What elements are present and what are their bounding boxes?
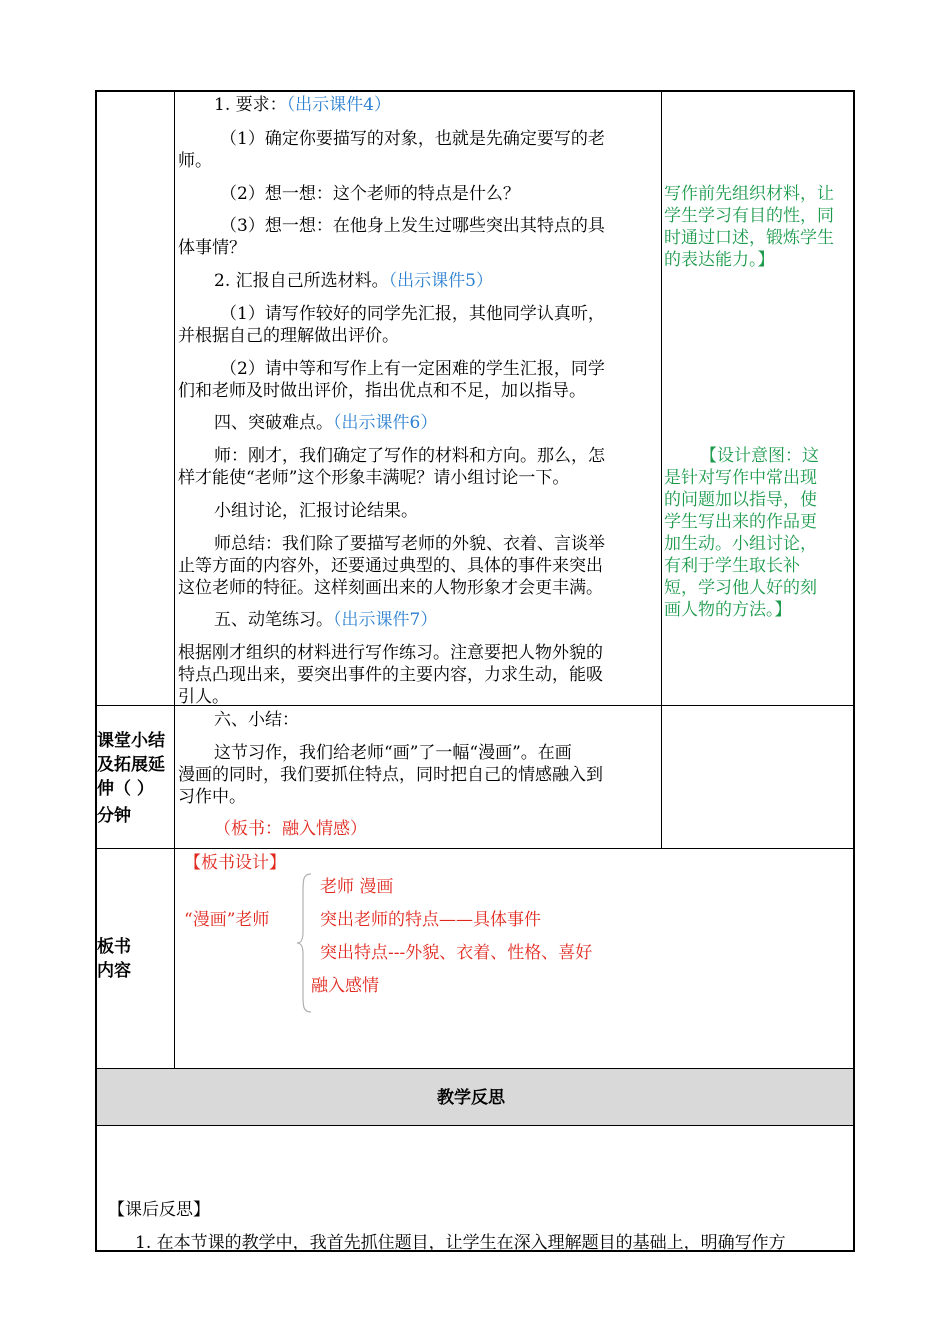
report-heading: 2. 汇报自己所选材料。（出示课件5）: [214, 271, 493, 291]
table-border-left: [95, 90, 97, 1252]
board-branch-4: 融入感情: [311, 976, 379, 996]
row-divider-reflection-header: [95, 1068, 855, 1069]
courseware-link-6: （出示课件6）: [333, 413, 438, 433]
report-item-2-cont: 们和老师及时做出评价，指出优点和不足，加以指导。: [178, 381, 586, 401]
teacher-summary-cont-1: 止等方面的内容外，还要通过典型的、具体的事件来突出: [178, 556, 603, 576]
practice-instructions-cont-1: 特点凸现出来，要突出事件的主要内容，力求生动，能吸: [178, 665, 603, 685]
board-label: 板书: [97, 937, 131, 957]
wrapup-text: 这节习作，我们给老师“画”了一幅“漫画”。在画: [214, 743, 572, 763]
design-note-2: 【设计意图：这: [700, 446, 819, 466]
wrapup-heading: 六、小结：: [214, 710, 299, 730]
teacher-prompt-cont: 样才能使“老师”这个形象丰满呢？请小组讨论一下。: [178, 468, 570, 488]
requirement-item-3-cont: 体事情？: [178, 238, 246, 258]
reflection-line-1: 1. 在本节课的教学中，我首先抓住题目，让学生在深入理解题目的基础上，明确写作方: [135, 1233, 786, 1253]
design-note-1-cont-2: 时通过口述，锻炼学生: [664, 228, 834, 248]
section-4-heading: 四、突破难点。（出示课件6）: [214, 413, 438, 433]
courseware-link-5: （出示课件5）: [388, 271, 493, 291]
row-divider-reflection-body: [95, 1125, 855, 1126]
practice-instructions-cont-2: 引人。: [178, 687, 229, 707]
wrapup-label: 课堂小结: [97, 731, 165, 751]
wrapup-label-cont-3: 分钟: [97, 806, 131, 826]
design-note-2-cont-1: 是针对写作中常出现: [664, 468, 817, 488]
column-divider-notes: [661, 91, 662, 848]
requirement-item-1: （1）确定你要描写的对象，也就是先确定要写的老: [220, 129, 605, 149]
group-discussion: 小组讨论，汇报讨论结果。: [214, 501, 418, 521]
board-label-cont: 内容: [97, 961, 131, 981]
table-border-right: [853, 90, 855, 1252]
report-item-1-cont: 并根据自己的理解做出评价。: [178, 326, 399, 346]
teacher-prompt: 师：刚才，我们确定了写作的材料和方向。那么，怎: [214, 446, 605, 466]
reflection-title: 【课后反思】: [108, 1200, 210, 1220]
column-divider-label: [174, 91, 175, 1068]
requirement-heading: 1. 要求：（出示课件4）: [214, 95, 391, 115]
courseware-link-7: （出示课件7）: [333, 610, 438, 630]
board-main-topic: “漫画”老师: [184, 910, 270, 930]
board-branch-2: 突出老师的特点——具体事件: [320, 910, 541, 930]
report-item-2: （2）请中等和写作上有一定困难的学生汇报，同学: [220, 359, 605, 379]
board-branch-1: 老师 漫画: [320, 877, 394, 897]
reflection-header: 教学反思: [437, 1088, 505, 1108]
section-5-heading: 五、动笔练习。（出示课件7）: [214, 610, 438, 630]
wrapup-label-cont-1: 及拓展延: [97, 755, 165, 775]
design-note-2-cont-7: 画人物的方法。】: [664, 600, 792, 620]
requirement-item-3: （3）想一想：在他身上发生过哪些突出其特点的具: [220, 216, 605, 236]
design-note-2-cont-6: 短，学习他人好的刻: [664, 578, 817, 598]
design-note-1-cont-1: 学生学习有目的性，同: [664, 206, 834, 226]
requirement-item-2: （2）想一想：这个老师的特点是什么？: [220, 184, 520, 204]
wrapup-label-cont-2: 伸（ ）: [97, 779, 154, 799]
design-note-2-cont-2: 的问题加以指导，使: [664, 490, 817, 510]
board-branch-3: 突出特点---外貌、衣着、性格、喜好: [320, 943, 593, 963]
wrapup-text-cont-1: 漫画的同时，我们要抓住特点，同时把自己的情感融入到: [178, 765, 603, 785]
courseware-link-4: （出示课件4）: [286, 95, 391, 115]
wrapup-text-cont-2: 习作中。: [178, 787, 246, 807]
teacher-summary: 师总结：我们除了要描写老师的外貌、衣着、言谈举: [214, 534, 605, 554]
table-border-top: [95, 90, 855, 92]
design-note-2-cont-3: 学生写出来的作品更: [664, 512, 817, 532]
design-note-2-cont-5: 有利于学生取长补: [664, 556, 800, 576]
requirement-item-1-cont: 师。: [178, 151, 212, 171]
design-note-1: 写作前先组织材料，让: [664, 184, 834, 204]
design-note-2-cont-4: 加生动。小组讨论，: [664, 534, 817, 554]
row-divider-board: [95, 848, 855, 849]
board-note: （板书：融入情感）: [214, 819, 367, 839]
teacher-summary-cont-2: 这位老师的特征。这样刻画出来的人物形象才会更丰满。: [178, 578, 603, 598]
report-item-1: （1）请写作较好的同学先汇报，其他同学认真听，: [220, 304, 605, 324]
board-design-title: 【板书设计】: [184, 853, 286, 873]
design-note-1-cont-3: 的表达能力。】: [664, 250, 775, 270]
practice-instructions: 根据刚才组织的材料进行写作练习。注意要把人物外貌的: [178, 643, 603, 663]
